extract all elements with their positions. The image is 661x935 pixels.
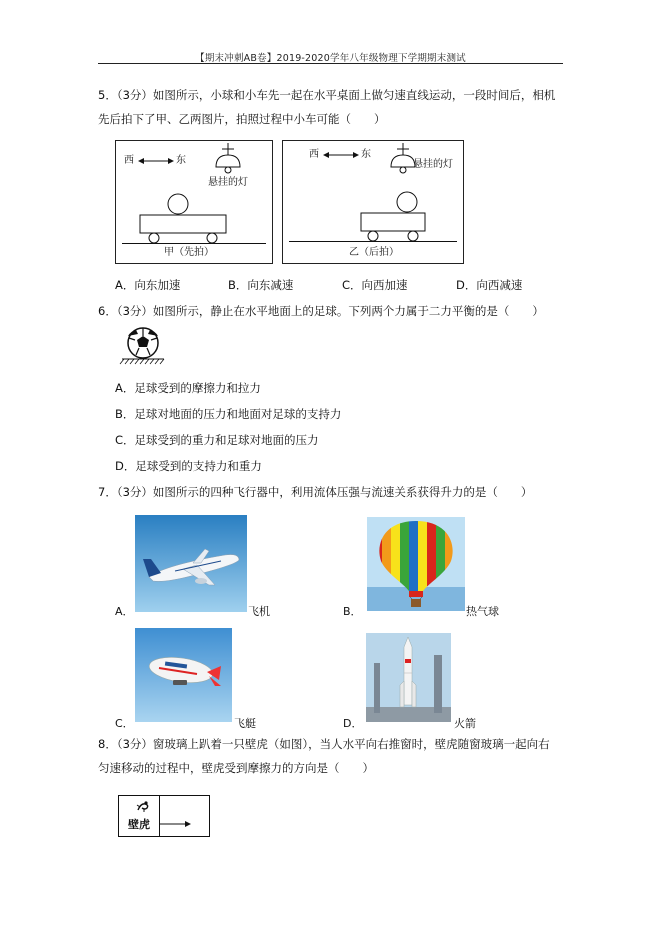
arrow-right-icon <box>159 818 193 830</box>
q8-text-line1: 8．（3分）窗玻璃上趴着一只壁虎（如图），当人水平向右推窗时，壁虎随窗玻璃一起向右 <box>98 737 550 751</box>
q5-figure-jia <box>115 140 273 264</box>
q7-option-a-letter[interactable]: A． <box>115 605 134 618</box>
west-label: 西 <box>309 149 319 160</box>
soccer-ball-icon <box>116 326 168 366</box>
hot-air-balloon-icon <box>367 517 465 611</box>
q6-option-a[interactable]: A．足球受到的摩擦力和拉力 <box>115 381 261 395</box>
airship-icon <box>135 628 232 722</box>
q5-option-c[interactable]: C．向西加速 <box>342 278 408 292</box>
hot-air-balloon-photo <box>367 517 465 611</box>
q7-option-d-name: 火箭 <box>454 717 476 730</box>
fig-caption: 乙（后拍） <box>349 247 399 258</box>
q6-option-c[interactable]: C．足球受到的重力和足球对地面的压力 <box>115 433 319 447</box>
ground-line <box>122 243 266 244</box>
q7-option-a-name: 飞机 <box>248 605 270 618</box>
airship-photo <box>135 628 232 722</box>
airplane-icon <box>135 515 247 612</box>
west-label: 西 <box>124 155 134 166</box>
gecko-icon <box>135 799 151 813</box>
q6-option-d[interactable]: D．足球受到的支持力和重力 <box>115 459 262 473</box>
header-divider <box>98 63 563 64</box>
q7-option-b-letter[interactable]: B． <box>343 605 362 618</box>
q6-text-line1: 6．（3分）如图所示，静止在水平地面上的足球。下列两个力属于二力平衡的是（ ） <box>98 304 544 318</box>
east-label: 东 <box>361 149 371 160</box>
airplane-photo <box>135 515 247 612</box>
q7-option-c-letter[interactable]: C． <box>115 717 134 730</box>
gecko-label: 壁虎 <box>128 818 150 831</box>
lamp-label: 悬挂的灯 <box>413 159 453 170</box>
cart-with-ball-icon <box>357 191 457 243</box>
q5-figure-yi <box>282 140 464 264</box>
q5-option-a[interactable]: A．向东加速 <box>115 278 181 292</box>
fig-caption: 甲（先拍） <box>164 247 214 258</box>
rocket-photo <box>366 633 451 722</box>
west-east-arrow-icon <box>138 154 174 168</box>
page-header: 【期末冲刺AB卷】2019-2020学年八年级物理下学期期末测试 <box>195 53 466 64</box>
q6-option-b[interactable]: B．足球对地面的压力和地面对足球的支持力 <box>115 407 342 421</box>
q8-text-line2: 匀速移动的过程中，壁虎受到摩擦力的方向是（ ） <box>98 761 374 775</box>
lamp-label: 悬挂的灯 <box>208 177 248 188</box>
q5-text-line1: 5．（3分）如图所示，小球和小车先一起在水平桌面上做匀速直线运动，一段时间后，相机 <box>98 88 556 102</box>
q8-window-figure <box>118 795 210 837</box>
window-divider <box>159 796 160 836</box>
hanging-lamp-icon <box>208 143 248 177</box>
q7-option-d-letter[interactable]: D． <box>343 717 363 730</box>
q5-text-line2: 先后拍下了甲、乙两图片，拍照过程中小车可能（ ） <box>98 112 386 126</box>
rocket-icon <box>366 633 451 722</box>
q5-option-b[interactable]: B．向东减速 <box>228 278 294 292</box>
east-label: 东 <box>176 155 186 166</box>
q7-option-c-name: 飞艇 <box>234 717 256 730</box>
q7-option-b-name: 热气球 <box>466 605 499 618</box>
q7-text-line1: 7．（3分）如图所示的四种飞行器中，利用流体压强与流速关系获得升力的是（ ） <box>98 485 533 499</box>
cart-with-ball-icon <box>136 193 236 245</box>
q5-option-d[interactable]: D．向西减速 <box>456 278 523 292</box>
west-east-arrow-icon <box>323 148 359 162</box>
ground-line <box>289 241 457 242</box>
